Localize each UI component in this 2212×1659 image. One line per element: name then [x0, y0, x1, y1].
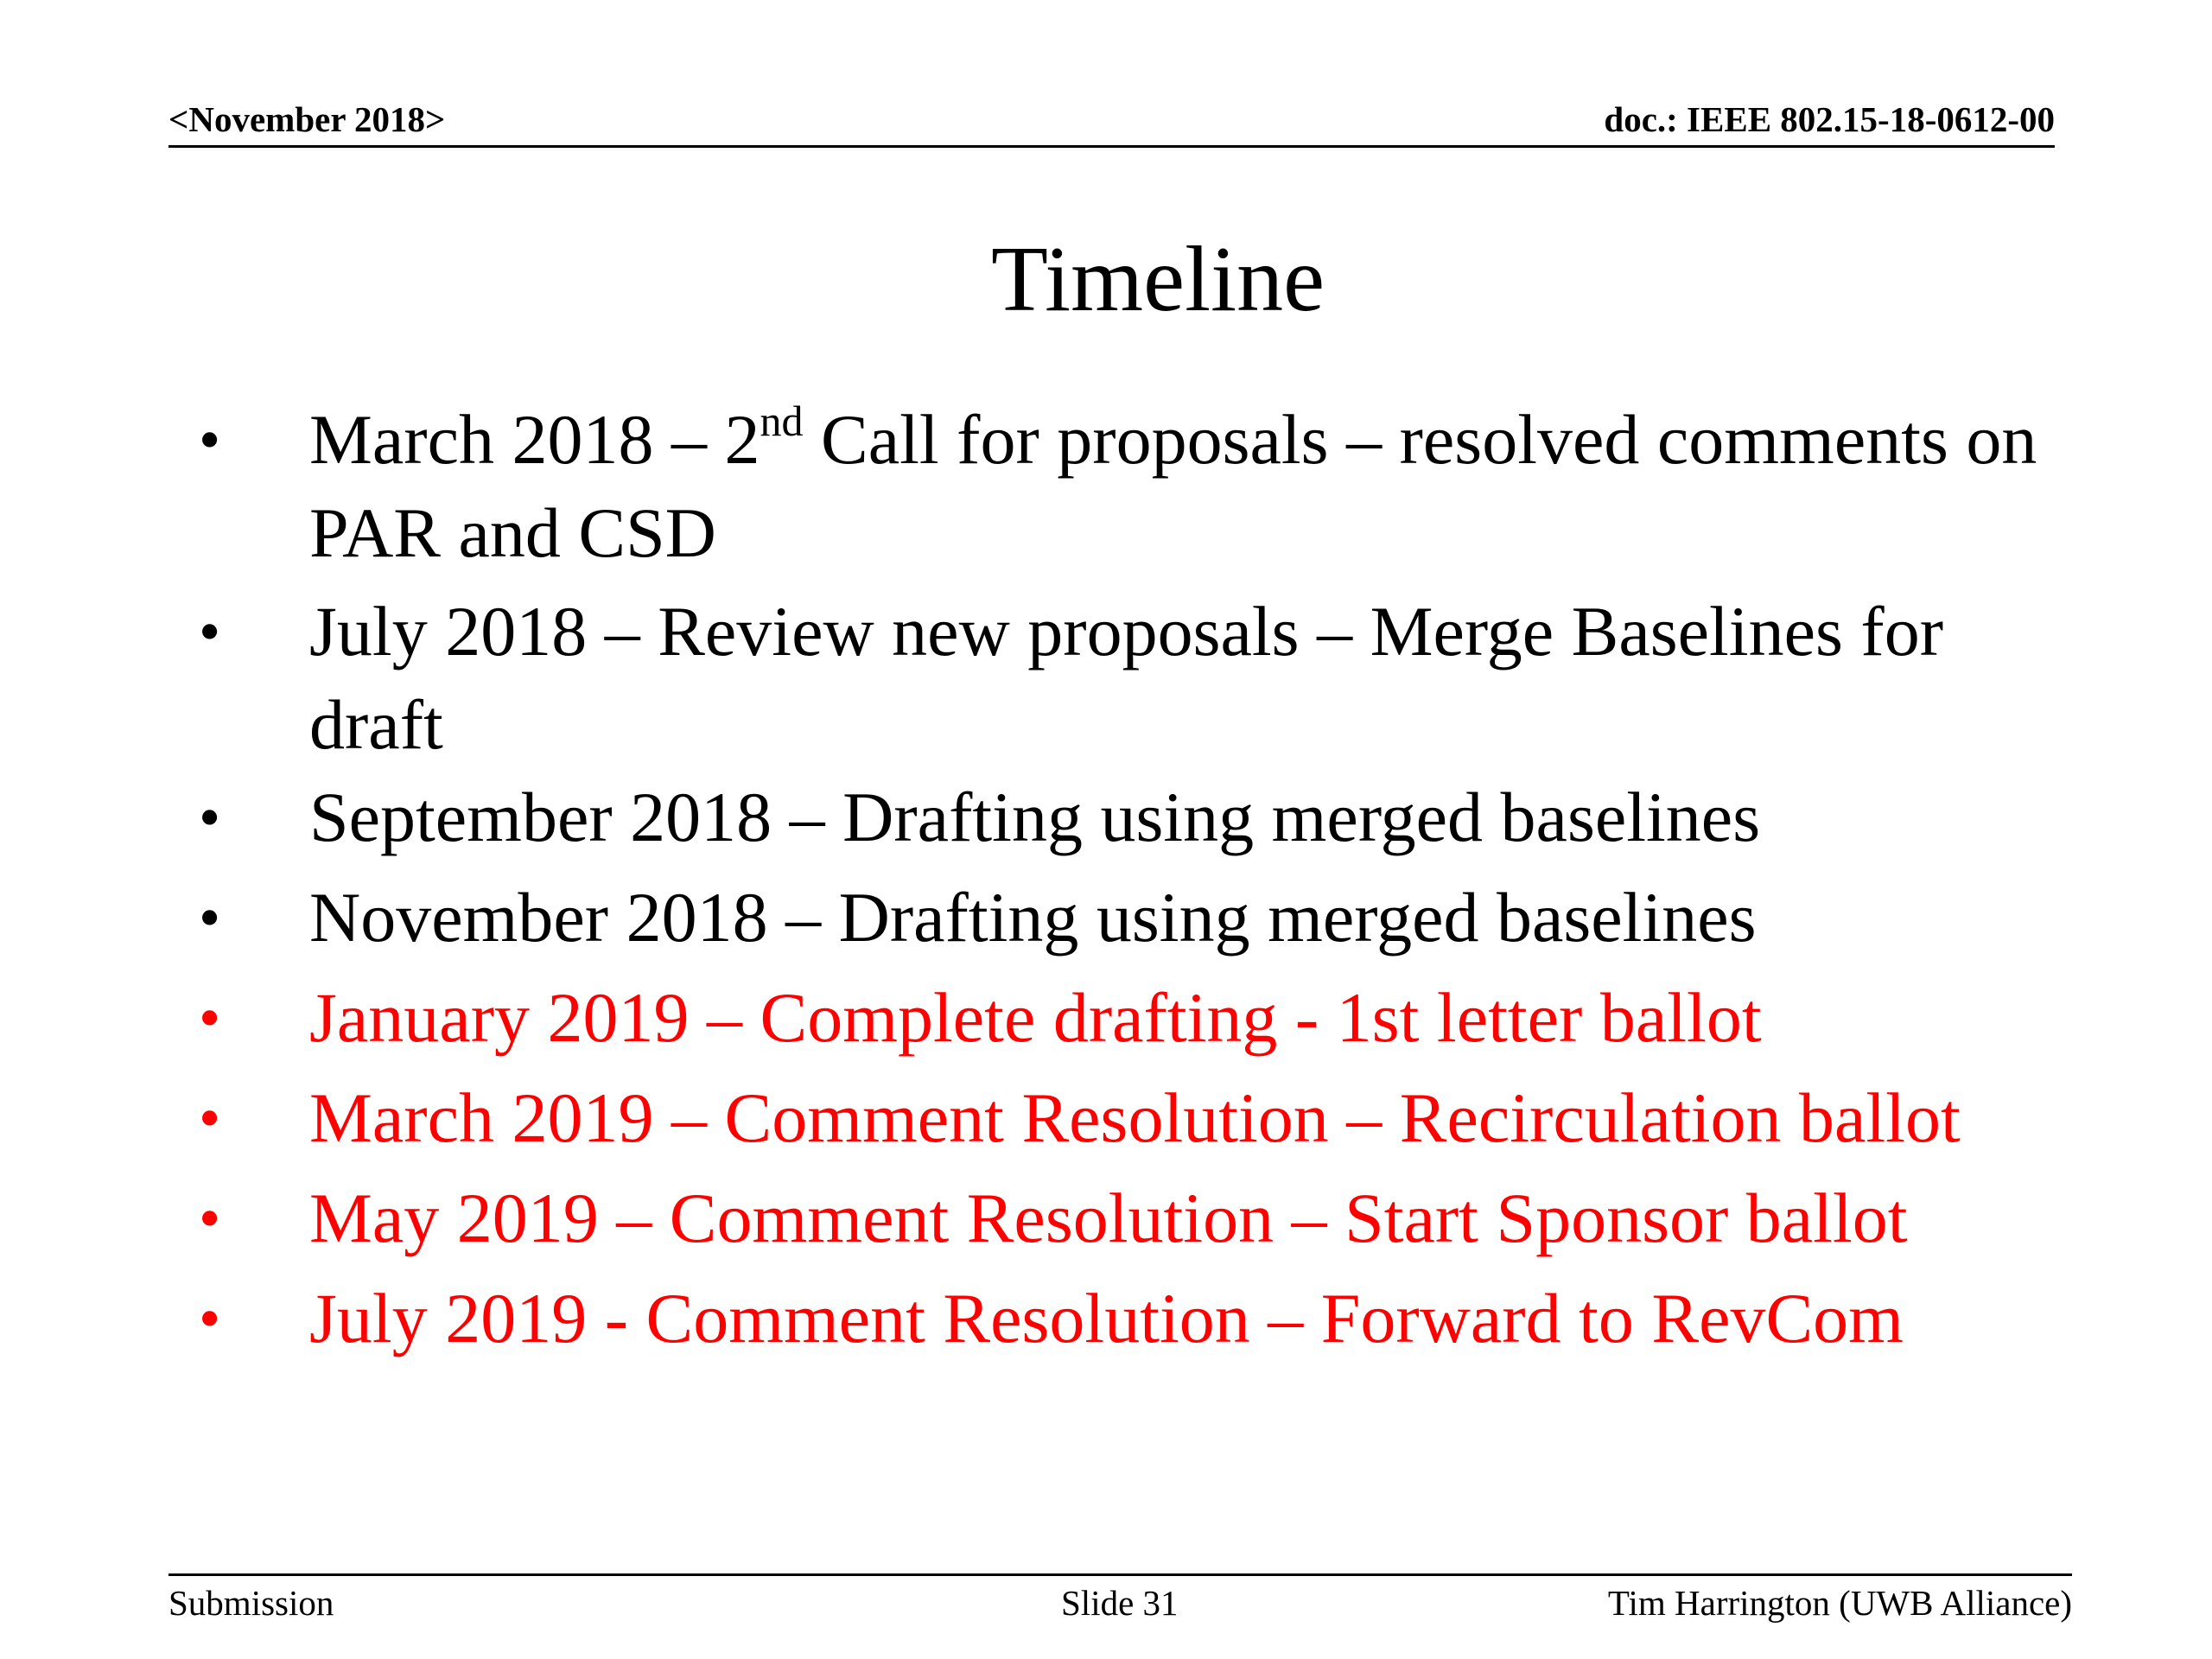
bullet-marker: • — [199, 1084, 221, 1153]
bullet-text: September 2018 – Drafting using merged baselines — [309, 778, 1761, 856]
bullet-marker: • — [199, 1184, 221, 1253]
bullet-marker: • — [199, 405, 221, 474]
footer-slide-number: Slide 31 — [1061, 1583, 1179, 1623]
footer-rule — [168, 1573, 2072, 1576]
bullet-text — [309, 393, 2063, 580]
bullet-text: July 2019 - Comment Resolution – Forward to RevCom — [309, 1279, 1904, 1357]
bullet-marker: • — [199, 983, 221, 1052]
footer-author: Tim Harrington (UWB Alliance) — [1607, 1583, 2072, 1623]
ordinal-superscript: nd — [760, 397, 804, 445]
bullet-marker: • — [199, 597, 221, 666]
bullet-text-part: March 2018 – 2 — [309, 400, 760, 479]
bullet-text: May 2019 – Comment Resolution – Start Sponsor ballot — [309, 1179, 1908, 1257]
bullet-text: March 2019 – Comment Resolution – Recirculation ballot — [309, 1078, 1961, 1157]
bullet-text: July 2018 – Review new proposals – Merge Baselines for draft — [309, 592, 1944, 764]
bullet-text: January 2019 – Complete drafting - 1st letter ballot — [309, 978, 1762, 1057]
bullet-marker: • — [199, 783, 221, 852]
bullet-marker: • — [199, 883, 221, 952]
footer-submission: Submission — [168, 1583, 334, 1623]
header-date: <November 2018> — [168, 99, 446, 139]
bullet-text: November 2018 – Drafting using merged baselines — [309, 878, 1757, 957]
header-doc-id: doc.: IEEE 802.15-18-0612-00 — [1604, 99, 2055, 139]
bullet-marker: • — [199, 1284, 221, 1353]
bullet-text-part: Call for proposals – resolved comments on PAR and CSD — [309, 400, 2037, 572]
slide-title: Timeline — [990, 228, 1325, 331]
